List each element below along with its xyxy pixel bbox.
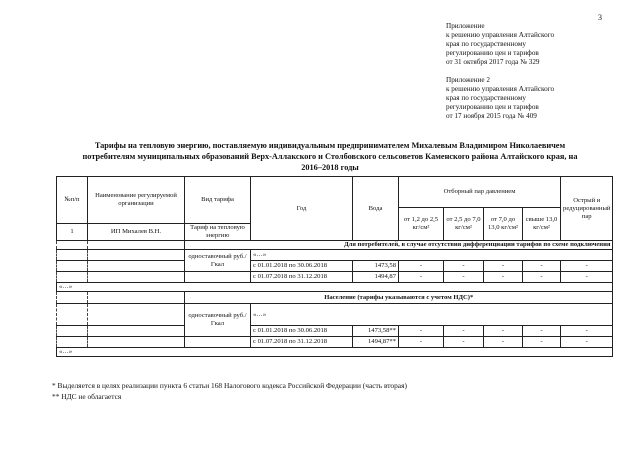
header-steam-group: Отборный пар давлением bbox=[399, 177, 561, 208]
ellipsis-cell: «…» bbox=[251, 304, 613, 326]
ellipsis-cell: «…» bbox=[57, 348, 613, 357]
row-tariff-type: Тариф на тепловую энергию bbox=[185, 224, 251, 241]
value-cell: - bbox=[444, 261, 484, 272]
header-steam-1: от 1,2 до 2,5 кг/см² bbox=[399, 208, 444, 241]
water-value: 1473,58 bbox=[353, 261, 399, 272]
title-line: 2016–2018 годы bbox=[301, 163, 359, 172]
value-cell: - bbox=[399, 261, 444, 272]
section-label: Население (тарифы указываются с учетом НДС)* bbox=[185, 292, 613, 304]
water-value: 1494,87** bbox=[353, 337, 399, 348]
empty-cell bbox=[185, 272, 251, 283]
document-title bbox=[50, 140, 610, 173]
value-cell: - bbox=[484, 261, 523, 272]
ellipsis-row bbox=[57, 283, 613, 292]
empty-cell bbox=[88, 292, 185, 304]
period-cell: с 01.01.2018 по 30.06.2018 bbox=[251, 261, 353, 272]
value-cell: - bbox=[399, 326, 444, 337]
section-row bbox=[57, 292, 613, 304]
empty-cell bbox=[88, 250, 185, 261]
period-cell: с 01.07.2018 по 31.12.2018 bbox=[251, 272, 353, 283]
empty-cell bbox=[88, 337, 185, 348]
empty-cell bbox=[88, 326, 185, 337]
value-cell: - bbox=[484, 272, 523, 283]
appendix-block-1 bbox=[446, 22, 554, 67]
appendix-line: края по государственному bbox=[446, 40, 526, 48]
water-value: 1494,87 bbox=[353, 272, 399, 283]
section-row bbox=[57, 241, 613, 250]
value-cell: - bbox=[523, 261, 561, 272]
value-cell: - bbox=[561, 261, 613, 272]
appendix-line: Приложение bbox=[446, 22, 485, 30]
row-num: 1 bbox=[57, 224, 88, 241]
value-cell: - bbox=[444, 337, 484, 348]
empty-cell bbox=[88, 241, 185, 250]
ellipsis-cell: «…» bbox=[57, 283, 613, 292]
header-steam-3: от 7,0 до 13,0 кг/см² bbox=[484, 208, 523, 241]
header-water: Вода bbox=[353, 177, 399, 241]
header-sharp-steam: Острый и редуцированный пар bbox=[561, 177, 613, 241]
empty-cell bbox=[57, 261, 88, 272]
unit-label: одноставочный руб./Гкал bbox=[185, 250, 251, 272]
empty-cell bbox=[88, 261, 185, 272]
value-cell: - bbox=[523, 272, 561, 283]
value-cell: - bbox=[484, 337, 523, 348]
appendix-line: регулированию цен и тарифов bbox=[446, 103, 539, 111]
table-row bbox=[57, 272, 613, 283]
value-cell: - bbox=[561, 326, 613, 337]
title-line: Тарифы на тепловую энергию, поставляемую индивидуальным предпринимателем Михалевым Владимиром Николаевичем bbox=[94, 141, 566, 150]
value-cell: - bbox=[561, 337, 613, 348]
value-cell: - bbox=[399, 272, 444, 283]
table-row bbox=[57, 261, 613, 272]
table-row bbox=[57, 304, 613, 326]
header-row bbox=[57, 177, 613, 208]
water-value: 1473,58** bbox=[353, 326, 399, 337]
empty-cell bbox=[57, 250, 88, 261]
header-tariff-type: Вид тарифа bbox=[185, 177, 251, 224]
ellipsis-cell: «…» bbox=[251, 250, 613, 261]
header-steam-2: от 2,5 до 7,0 кг/см² bbox=[444, 208, 484, 241]
empty-cell bbox=[57, 241, 88, 250]
empty-cell bbox=[57, 272, 88, 283]
appendix-line: от 31 октября 2017 года № 329 bbox=[446, 58, 540, 66]
header-year: Год bbox=[251, 177, 353, 241]
table-row bbox=[57, 250, 613, 261]
footnote: ** НДС не облагается bbox=[52, 392, 122, 401]
header-num: №п/п bbox=[57, 177, 88, 224]
empty-cell bbox=[57, 337, 88, 348]
title-line: потребителям муниципальных образований Верх-Аллакского и Столбовского сельсоветов Каменского района Алтайского края, на bbox=[82, 152, 578, 161]
header-steam-4: свыше 13,0 кг/см² bbox=[523, 208, 561, 241]
tariff-table bbox=[56, 176, 613, 357]
value-cell: - bbox=[523, 337, 561, 348]
section-label: Для потребителей, в случае отсутствия дифференциации тарифов по схеме подключения bbox=[185, 241, 613, 250]
empty-cell bbox=[185, 337, 251, 348]
value-cell: - bbox=[484, 326, 523, 337]
table-row bbox=[57, 326, 613, 337]
period-cell: с 01.01.2018 по 30.06.2018 bbox=[251, 326, 353, 337]
empty-cell bbox=[88, 272, 185, 283]
table-row bbox=[57, 337, 613, 348]
page-number: 3 bbox=[598, 13, 602, 22]
appendix-line: от 17 ноября 2015 года № 409 bbox=[446, 112, 537, 120]
value-cell: - bbox=[444, 326, 484, 337]
appendix-line: к решению управления Алтайского bbox=[446, 31, 555, 39]
header-org: Наименование регулируемой организации bbox=[88, 177, 185, 224]
row-org: ИП Михалев В.Н. bbox=[88, 224, 185, 241]
empty-cell bbox=[57, 326, 88, 337]
value-cell: - bbox=[399, 337, 444, 348]
empty-cell bbox=[57, 292, 88, 304]
empty-cell bbox=[88, 304, 185, 326]
empty-cell bbox=[57, 304, 88, 326]
appendix-block-2 bbox=[446, 76, 554, 121]
value-cell: - bbox=[444, 272, 484, 283]
appendix-line: края по государственному bbox=[446, 94, 526, 102]
appendix-line: Приложение 2 bbox=[446, 76, 490, 84]
unit-label: одноставочный руб./Гкал bbox=[185, 304, 251, 337]
value-cell: - bbox=[561, 272, 613, 283]
footnote: * Выделяется в целях реализации пункта 6 статьи 168 Налогового кодекса Российской Федерации (часть вторая) bbox=[52, 381, 407, 390]
period-cell: с 01.07.2018 по 31.12.2018 bbox=[251, 337, 353, 348]
appendix-line: к решению управления Алтайского bbox=[446, 85, 555, 93]
ellipsis-row bbox=[57, 348, 613, 357]
appendix-line: регулированию цен и тарифов bbox=[446, 49, 539, 57]
value-cell: - bbox=[523, 326, 561, 337]
